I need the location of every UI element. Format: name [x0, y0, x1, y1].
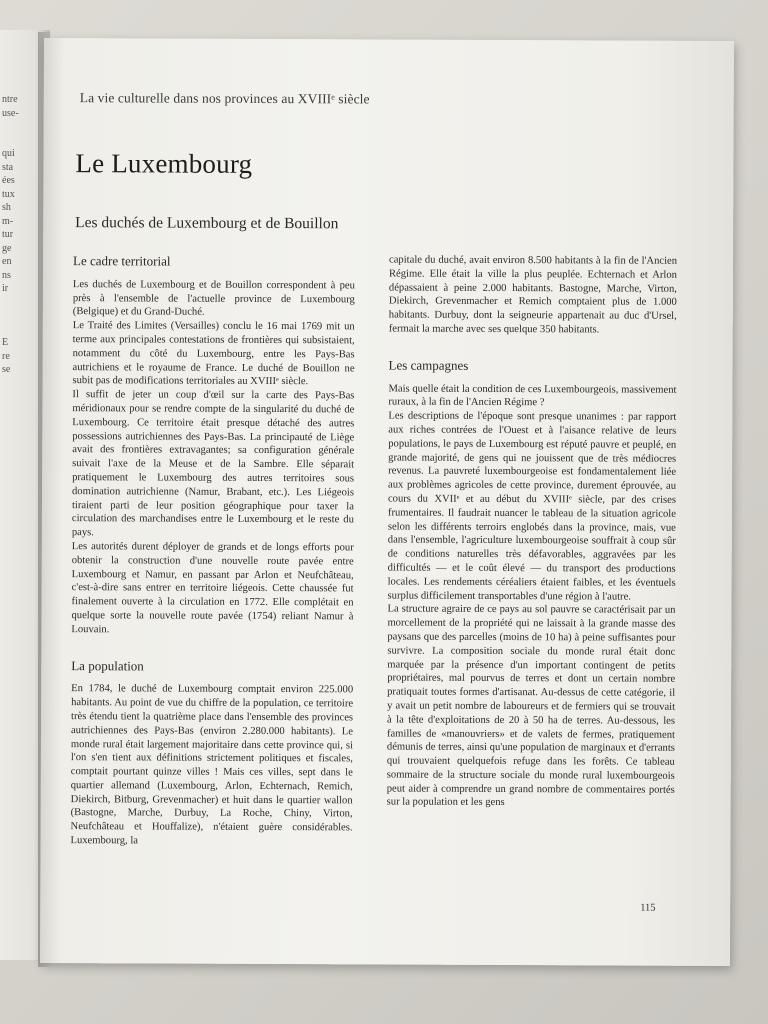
page-number: 115: [640, 902, 656, 914]
previous-page-fragment: use-: [2, 107, 19, 119]
previous-page-fragment: sta: [2, 161, 14, 173]
paragraph: Les duchés de Luxembourg et de Bouillon correspondent à peu près à l'ensemble de l'actuelle province de Luxembourg (Belgique) et du Grand-Duché.: [72, 278, 355, 319]
subsection-title-campagnes: Les campagnes: [388, 357, 469, 373]
paragraph: Les autorités durent déployer de grands et de longs efforts pour obtenir la construction d'une nouvelle route pavée entre Luxembourg et Namur, en passant par Arlon et Neufchâteau, c'est-à-dire sans entrer en territoire liégeois. Cette chaussée fut finalement ouverte à la circulation en 1772. Elle complétait en quelque sorte la nouvelle route pavée (1754) reliant Namur à Louvain.: [71, 541, 354, 636]
paragraph: La structure agraire de ce pays au sol pauvre se caractérisait par un morcellement de la propriété qui ne laissait à la grande masse des paysans que des parcelles (moins de 10 ha) à peine suffisantes pour survivre. La composition sociale du monde rural était donc marquée par la présence d'un important contingent de petits propriétaires, mal pourvus de terres et dont un certain nombre pratiquait toutes formes d'artisanat. Au-dessus de cette catégorie, il y avait un petit nombre de laboureurs et de fermiers qui se trouvait à la tête d'exploitations de 20 à 50 ha de terres. Au-dessous, les familles de «manouvriers» et de valets de fermes, pratiquement démunis de terres, ainsi qu'une population de marginaux et d'errants qui trouvaient quelquefois refuge dans les forêts. Ce tableau sommaire de la structure sociale du monde rural luxembourgeois peut aider à comprendre un grand nombre de commentaires portés sur la population et les gens: [386, 603, 676, 809]
previous-page-fragment: re: [2, 350, 10, 362]
paragraph: Il suffit de jeter un coup d'œil sur la carte des Pays-Bas méridionaux pour se rendre compte de la singularité du duché de Luxembourg. Ce territoire était presque détaché des autres possessions autrichiennes des Pays-Bas. La principauté de Liège avait des frontières extravagantes; sa configuration générale suivait l'axe de la Meuse et de la Sambre. Elle séparait pratiquement le Luxembourg des autres territoires sous domination autrichienne (Namur, Brabant, etc.). Les Liégeois tiraient parti de leur position géographique pour taxer la circulation des marchandises entre le Luxembourg et le reste du pays.: [71, 389, 355, 539]
previous-page-fragment: sh: [2, 202, 11, 213]
section-title: Les duchés de Luxembourg et de Bouillon: [75, 214, 339, 233]
previous-page-fragment: ge: [2, 242, 12, 254]
previous-page-fragment: E: [2, 337, 9, 348]
previous-page-fragment: tux: [2, 188, 15, 200]
previous-page-fragment: qui: [2, 148, 15, 159]
previous-page-fragment: ées: [2, 175, 15, 186]
previous-page-fragment: ns: [2, 269, 11, 281]
previous-page-fragment: se: [2, 364, 11, 375]
previous-page-fragment: m-: [2, 215, 14, 227]
previous-page-fragment: en: [2, 256, 12, 267]
paragraph: En 1784, le duché de Luxembourg comptait environ 225.000 habitants. Au point de vue du chiffre de la population, ce territoire très étendu tient la quatrième place dans l'ensemble des provinces autrichiennes des Pays-Bas (environ 2.280.000 habitants). Le monde rural était largement majoritaire dans cette province qui, si l'on s'en tient aux définitions strictement politiques et fiscales, comptait pourtant quinze villes ! Mais ces villes, sept dans le quartier allemand (Luxembourg, Arlon, Echternach, Remich, Diekirch, Bitburg, Grevenmacher) et huit dans le quartier wallon (Bastogne, Marche, Durbuy, La Roche, Chiny, Virton, Neufchâteau et Houffalize), n'étaient guère considérables. Luxembourg, la: [70, 683, 354, 847]
running-head: La vie culturelle dans nos provinces au XVIIIᵉ siècle: [79, 90, 370, 107]
book-page: [40, 38, 734, 966]
right-column: [387, 254, 677, 812]
left-column: [70, 254, 355, 849]
paragraph: Le Traité des Limites (Versailles) conclu le 16 mai 1769 mit un terme aux principales contestations de frontières qui subsistaient, notamment du côté du Luxembourg, entre les Pays-Bas autrichiens et le royaume de France. Le duché de Bouillon ne subit pas de modifications territoriales au XVIIIᵉ siècle.: [72, 320, 355, 388]
paragraph: Mais quelle était la condition de ces Luxembourgeois, massivement ruraux, à la fin de l'Ancien Régime ?: [388, 383, 677, 409]
paragraph-continuation: capitale du duché, avait environ 8.500 habitants à la fin de l'Ancien Régime. Elle était la ville la plus peuplée. Echternach et Arlon dépassaient à peine 2.000 habitants. Bastogne, Marche, Virton, Diekirch, Grevenmacher et Remich comptaient plus de 1.000 habitants. Durbuy, dont la seigneurie appartenait au duc d'Ursel, fermait la marche avec ses quelque 350 habitants.: [388, 254, 678, 336]
paragraph: Les descriptions de l'époque sont presque unanimes : par rapport aux riches contrées de l'Ouest et à l'aisance relative de leurs populations, le pays de Luxembourg est réputé pauvre et peuplé, en grande majorité, de gens qui ne jouissent que de très médiocres revenus. La pauvreté luxembourgeoise est fondamentalement liée aux problèmes agricoles de cette province, durement éprouvée, au cours du XVIIᵉ et au début du XVIIIᵉ siècle, par des crises frumentaires. Il faudrait nuancer le tableau de la situation agricole selon les différents terroirs englobés dans la province, mais, vue dans l'ensemble, l'agriculture luxembourgeoise souffrait à coup sûr de conditions naturelles très défavorables, aggravées par les difficultés — et le coût élevé — du transport des productions locales. Les rendements céréaliers étaient faibles, et les éventuels surplus difficilement transportables d'une région à l'autre.: [387, 410, 677, 603]
previous-page-fragment: tur: [2, 229, 14, 240]
previous-page-fragment: ir: [2, 283, 9, 294]
chapter-title: Le Luxembourg: [75, 148, 253, 179]
subsection-title-population: La population: [71, 657, 144, 673]
subsection-title-cadre: Le cadre territorial: [72, 253, 171, 269]
previous-page-fragment: ntre: [2, 94, 18, 105]
